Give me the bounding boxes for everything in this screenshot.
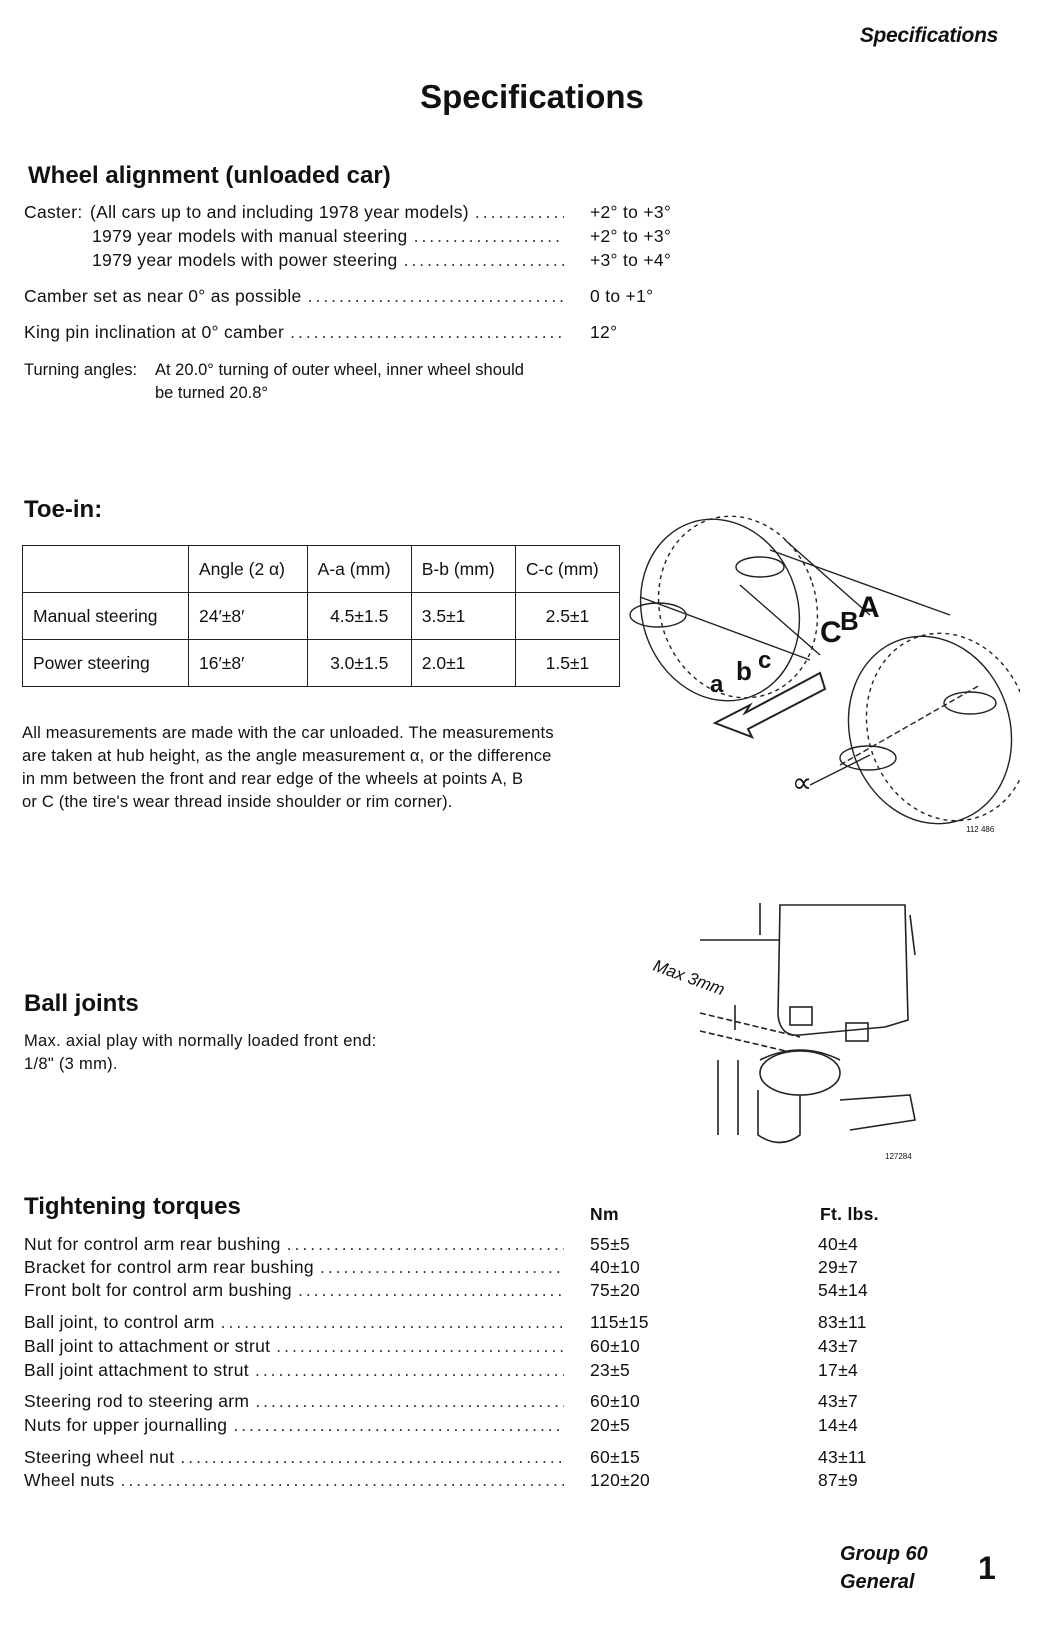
torque-row xyxy=(24,1280,570,1301)
camber-label: Camber set as near 0° as possible xyxy=(24,286,302,306)
table-cell: 2.0±1 xyxy=(411,640,515,687)
torque-row xyxy=(24,1336,570,1357)
table-cell: 4.5±1.5 xyxy=(307,593,411,640)
page-title: Specifications xyxy=(420,78,644,115)
torque-row xyxy=(24,1360,570,1381)
kingpin-value: 12° xyxy=(590,322,618,342)
page-number: 1 xyxy=(978,1550,996,1586)
toe-in-heading: Toe-in: xyxy=(24,496,103,523)
torque-nm: 55±5 xyxy=(590,1234,631,1254)
torque-ft: 40±4 xyxy=(818,1234,859,1254)
caster-row xyxy=(90,202,570,223)
torque-label: Steering wheel nut xyxy=(24,1447,175,1467)
toe-in-wheel-diagram xyxy=(620,505,1020,835)
caster-row xyxy=(92,226,570,247)
figure-label: B xyxy=(840,606,859,636)
torque-nm: 23±5 xyxy=(590,1360,631,1380)
table-header-row xyxy=(23,546,620,593)
ball-joints-heading: Ball joints xyxy=(24,990,139,1017)
torque-ft: 87±9 xyxy=(818,1470,859,1490)
figure-label: Max 3mm xyxy=(650,955,728,1000)
torque-nm: 40±10 xyxy=(590,1257,641,1277)
caster-label: 1979 year models with manual steering xyxy=(92,226,408,246)
table-cell: Manual steering xyxy=(23,593,189,640)
camber-value: 0 to +1° xyxy=(590,286,654,306)
figure-label: C xyxy=(820,616,842,649)
torque-row xyxy=(24,1447,570,1468)
turning-prefix: Turning angles: xyxy=(24,361,138,379)
torque-label: Ball joint to attachment or strut xyxy=(24,1336,271,1356)
torque-label: Bracket for control arm rear bushing xyxy=(24,1257,314,1277)
torque-row xyxy=(24,1470,570,1491)
torque-label: Wheel nuts xyxy=(24,1470,115,1490)
table-cell: 3.5±1 xyxy=(411,593,515,640)
running-header: Specifications xyxy=(859,24,998,47)
torque-ft: 43±11 xyxy=(818,1447,867,1467)
torque-ft: 43±7 xyxy=(818,1336,859,1356)
torque-ft: 14±4 xyxy=(818,1415,859,1435)
ball-joint-diagram xyxy=(640,895,940,1150)
torque-ft: 43±7 xyxy=(818,1391,859,1411)
torque-nm: 60±15 xyxy=(590,1447,641,1467)
table-header-cell: A-a (mm) xyxy=(307,546,411,593)
torque-ft: 29±7 xyxy=(818,1257,859,1277)
torque-row xyxy=(24,1415,570,1436)
torque-nm: 120±20 xyxy=(590,1470,651,1490)
caster-row xyxy=(92,250,570,271)
torque-label: Steering rod to steering arm xyxy=(24,1391,250,1411)
torque-nm: 60±10 xyxy=(590,1391,641,1411)
column-header-ftlbs: Ft. lbs. xyxy=(820,1204,879,1224)
torque-label: Nuts for upper journalling xyxy=(24,1415,228,1435)
torque-label: Ball joint, to control arm xyxy=(24,1312,215,1332)
kingpin-row xyxy=(24,322,570,343)
torque-label: Nut for control arm rear bushing xyxy=(24,1234,281,1254)
turning-text: be turned 20.8° xyxy=(155,384,269,402)
figure-label: c xyxy=(758,647,772,674)
torques-heading: Tightening torques xyxy=(24,1193,241,1220)
caster-value: +2° to +3° xyxy=(590,202,672,222)
figure-number: 127284 xyxy=(885,1152,912,1161)
caster-value: +2° to +3° xyxy=(590,226,672,246)
kingpin-label: King pin inclination at 0° camber xyxy=(24,322,285,342)
table-cell: 24′±8′ xyxy=(189,593,308,640)
torque-row xyxy=(24,1312,570,1333)
figure-label: a xyxy=(710,671,724,698)
torque-nm: 115±15 xyxy=(590,1312,649,1332)
caster-prefix: Caster: xyxy=(24,202,83,222)
torque-row xyxy=(24,1257,570,1278)
figure-label: b xyxy=(736,656,752,686)
table-header-cell: Angle (2 α) xyxy=(189,546,308,593)
figure-number: 112 486 xyxy=(966,825,995,834)
column-header-nm: Nm xyxy=(590,1204,619,1224)
caster-label: 1979 year models with power steering xyxy=(92,250,398,270)
caster-label: (All cars up to and including 1978 year models) xyxy=(90,202,469,222)
footer-section: General xyxy=(840,1571,915,1593)
torque-nm: 75±20 xyxy=(590,1280,641,1300)
table-header-cell: B-b (mm) xyxy=(411,546,515,593)
torque-nm: 20±5 xyxy=(590,1415,631,1435)
torque-label: Front bolt for control arm bushing xyxy=(24,1280,292,1300)
ball-joints-text: Max. axial play with normally loaded front end: xyxy=(24,1032,377,1050)
wheel-alignment-heading: Wheel alignment (unloaded car) xyxy=(28,162,391,189)
torque-nm: 60±10 xyxy=(590,1336,641,1356)
ball-joints-text: 1/8" (3 mm). xyxy=(24,1055,118,1073)
table-row xyxy=(23,640,620,687)
table-header-cell xyxy=(23,546,189,593)
toe-in-table xyxy=(22,545,620,687)
table-header-cell: C-c (mm) xyxy=(515,546,619,593)
torque-row xyxy=(24,1234,570,1255)
table-cell: 16′±8′ xyxy=(189,640,308,687)
toe-in-note-line: in mm between the front and rear edge of the wheels at points A, B xyxy=(22,770,524,788)
torque-row xyxy=(24,1391,570,1412)
torque-ft: 17±4 xyxy=(818,1360,859,1380)
torque-label: Ball joint attachment to strut xyxy=(24,1360,249,1380)
caster-value: +3° to +4° xyxy=(590,250,672,270)
footer-group: Group 60 xyxy=(840,1543,928,1565)
table-cell: 2.5±1 xyxy=(515,593,619,640)
figure-label: ∝ xyxy=(792,767,813,798)
camber-row xyxy=(24,286,570,307)
turning-text: At 20.0° turning of outer wheel, inner wheel should xyxy=(155,361,524,379)
toe-in-note-line: All measurements are made with the car unloaded. The measurements xyxy=(22,724,554,742)
toe-in-note-line: are taken at hub height, as the angle measurement α, or the difference xyxy=(22,747,552,765)
table-cell: 3.0±1.5 xyxy=(307,640,411,687)
table-row xyxy=(23,593,620,640)
torque-ft: 83±11 xyxy=(818,1312,867,1332)
torque-ft: 54±14 xyxy=(818,1280,869,1300)
figure-label: A xyxy=(858,591,880,624)
table-cell: 1.5±1 xyxy=(515,640,619,687)
toe-in-note-line: or C (the tire's wear thread inside shoulder or rim corner). xyxy=(22,793,453,811)
table-cell: Power steering xyxy=(23,640,189,687)
